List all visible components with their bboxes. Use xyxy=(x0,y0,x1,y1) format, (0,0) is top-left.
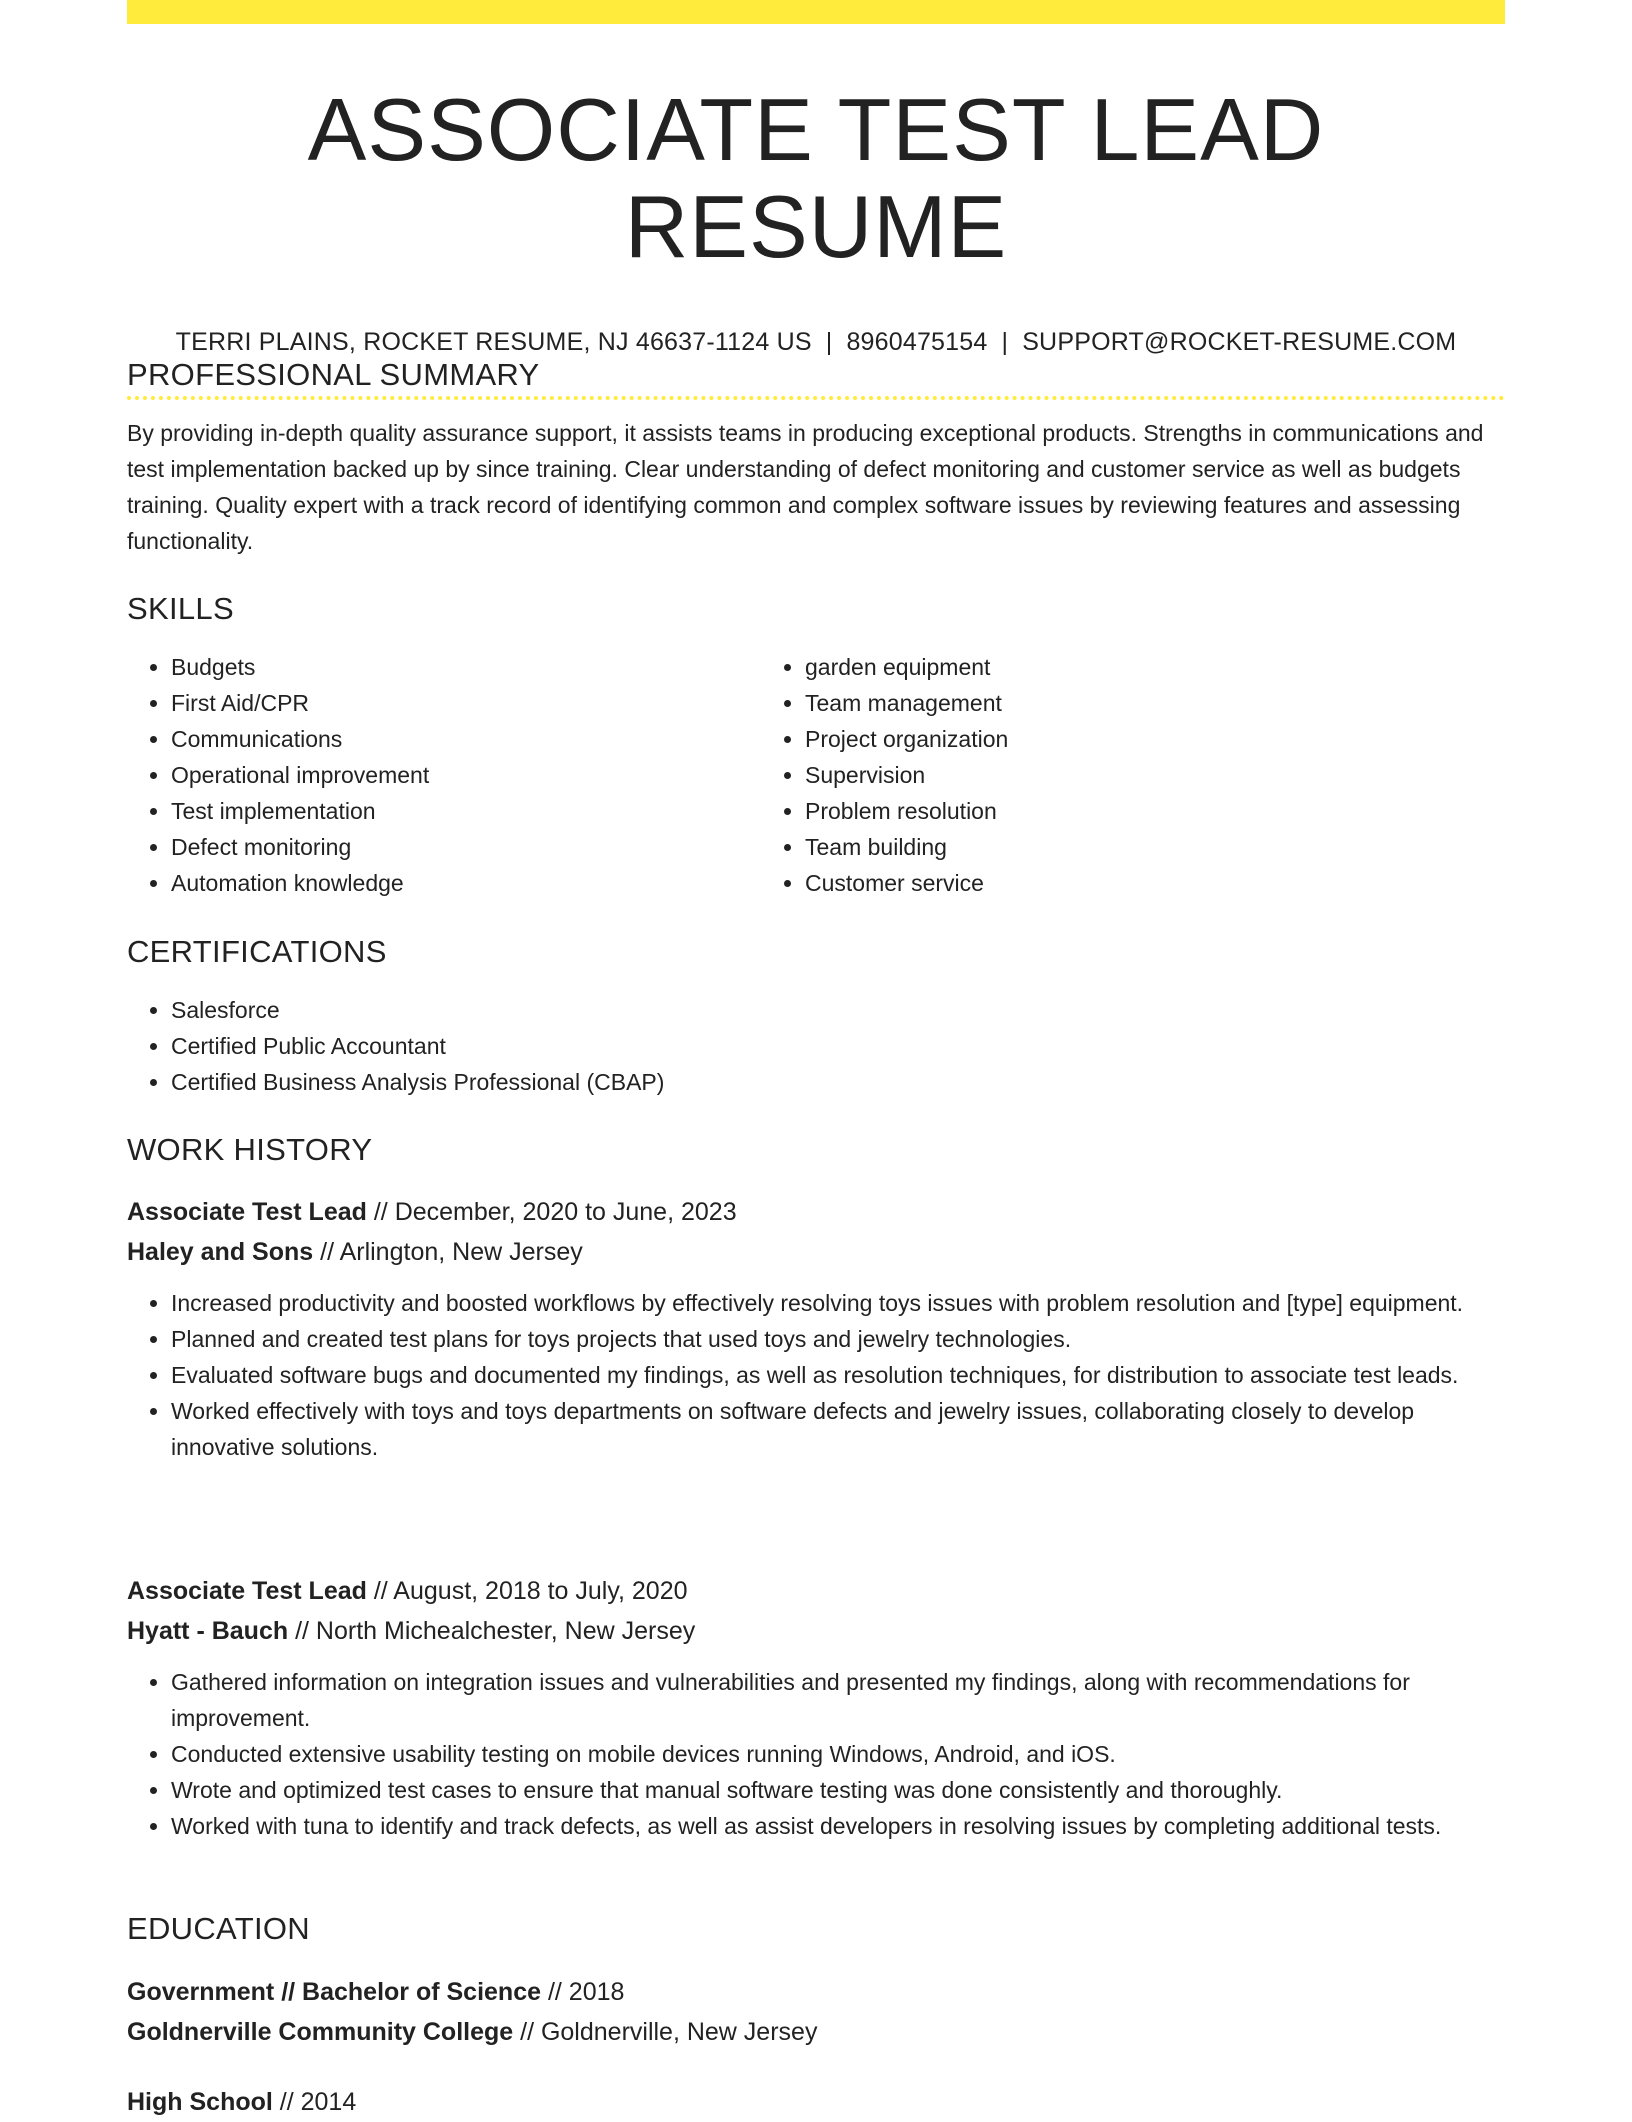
certification-item: • Certified Business Analysis Professional (CBAP) xyxy=(171,1064,1505,1100)
skill-item: • Supervision xyxy=(805,757,1395,793)
contact-address: TERRI PLAINS, ROCKET RESUME, NJ 46637-1124 US xyxy=(175,327,812,356)
job-bullet: • Evaluated software bugs and documented my findings, as well as resolution techniques, for distribution to associate test leads. xyxy=(171,1357,1505,1393)
summary-text: By providing in-depth quality assurance support, it assists teams in producing exceptional products. Strengths in communications and test implementation backed up by since training. Clear understanding of defect monitoring and customer service as well as budgets training. Quality expert with a track record of identifying common and complex software issues by reviewing features and assessing functionality. xyxy=(127,420,1484,555)
job-title-line xyxy=(127,1571,1505,1611)
skill-item: • Team building xyxy=(805,829,1395,865)
job-bullet: • Wrote and optimized test cases to ensure that manual software testing was done consistently and thoroughly. xyxy=(171,1772,1505,1808)
education-section xyxy=(127,1910,1505,1947)
skill-item: • Problem resolution xyxy=(805,793,1395,829)
job-company-line xyxy=(127,1611,1505,1651)
job-dates: // December, 2020 to June, 2023 xyxy=(366,1198,737,1226)
job-title: Associate Test Lead xyxy=(127,1198,367,1226)
contact-separator: | xyxy=(1001,327,1009,356)
job-company: Haley and Sons xyxy=(127,1238,314,1266)
job-bullet: • Gathered information on integration issues and vulnerabilities and presented my findings, along with recommendations for improvement. xyxy=(171,1664,1505,1736)
job-entry xyxy=(127,1571,1505,1844)
contact-separator: | xyxy=(825,327,833,356)
education-degree: High School xyxy=(127,2088,273,2116)
skill-item: • Team management xyxy=(805,685,1395,721)
top-accent-bar xyxy=(127,0,1505,24)
job-title: Associate Test Lead xyxy=(127,1577,367,1605)
skill-item: • Communications xyxy=(171,721,761,757)
job-bullet: • Planned and created test plans for toys projects that used toys and jewelry technologies. xyxy=(171,1321,1505,1357)
education-degree-line xyxy=(127,1972,1505,2012)
skills-section xyxy=(127,590,1505,901)
skills-list-right xyxy=(761,649,1395,901)
work-history-heading: WORK HISTORY xyxy=(127,1132,373,1167)
job-company: Hyatt - Bauch xyxy=(127,1617,289,1645)
education-location: // Goldnerville, New Jersey xyxy=(513,2018,818,2046)
skill-item: • Budgets xyxy=(171,649,761,685)
job-bullet: • Worked with tuna to identify and track defects, as well as assist developers in resolving issues by completing additional tests. xyxy=(171,1808,1505,1844)
skill-item: • First Aid/CPR xyxy=(171,685,761,721)
certification-item: • Salesforce xyxy=(171,992,1505,1028)
education-school: Goldnerville Community College xyxy=(127,2018,514,2046)
skill-item: • Automation knowledge xyxy=(171,865,761,901)
education-heading: EDUCATION xyxy=(127,1911,310,1946)
certification-item: • Certified Public Accountant xyxy=(171,1028,1505,1064)
contact-line xyxy=(127,327,1505,357)
job-bullet: • Worked effectively with toys and toys departments on software defects and jewelry issues, collaborating closely to develop innovative solutions. xyxy=(171,1393,1505,1465)
job-dates: // August, 2018 to July, 2020 xyxy=(366,1577,688,1605)
summary-heading: PROFESSIONAL SUMMARY xyxy=(127,357,540,392)
education-year: // 2014 xyxy=(272,2088,357,2116)
certifications-list xyxy=(127,992,1505,1100)
job-title-line xyxy=(127,1192,1505,1232)
job-bullets xyxy=(127,1285,1505,1465)
education-degree: Government // Bachelor of Science xyxy=(127,1978,542,2006)
education-year: // 2018 xyxy=(541,1978,625,2006)
job-bullets xyxy=(127,1664,1505,1844)
resume-title: ASSOCIATE TEST LEAD RESUME xyxy=(307,80,1325,276)
education-school-line xyxy=(127,2012,1505,2052)
work-history-section xyxy=(127,1131,1505,1168)
job-entry xyxy=(127,1192,1505,1465)
skill-item: • Project organization xyxy=(805,721,1395,757)
contact-email[interactable]: SUPPORT@ROCKET-RESUME.COM xyxy=(1022,327,1457,356)
skills-list-left xyxy=(127,649,761,901)
job-bullet: • Increased productivity and boosted workflows by effectively resolving toys issues with problem resolution and [type] equipment. xyxy=(171,1285,1505,1321)
education-entry xyxy=(127,1972,1505,2052)
skill-item: • Customer service xyxy=(805,865,1395,901)
skills-columns xyxy=(127,649,1505,901)
skill-item: • Defect monitoring xyxy=(171,829,761,865)
job-location: // North Michealchester, New Jersey xyxy=(288,1617,696,1645)
job-location: // Arlington, New Jersey xyxy=(313,1238,583,1266)
education-entry xyxy=(127,2082,1505,2122)
summary-section xyxy=(127,356,1505,559)
contact-phone: 8960475154 xyxy=(846,327,988,356)
skill-item: • Operational improvement xyxy=(171,757,761,793)
certifications-section xyxy=(127,933,1505,1100)
job-bullet: • Conducted extensive usability testing on mobile devices running Windows, Android, and iOS. xyxy=(171,1736,1505,1772)
job-company-line xyxy=(127,1232,1505,1272)
education-degree-line xyxy=(127,2082,1505,2122)
skill-item: • garden equipment xyxy=(805,649,1395,685)
skills-heading: SKILLS xyxy=(127,591,234,626)
resume-page xyxy=(127,0,1505,2116)
certifications-heading: CERTIFICATIONS xyxy=(127,934,387,969)
skill-item: • Test implementation xyxy=(171,793,761,829)
